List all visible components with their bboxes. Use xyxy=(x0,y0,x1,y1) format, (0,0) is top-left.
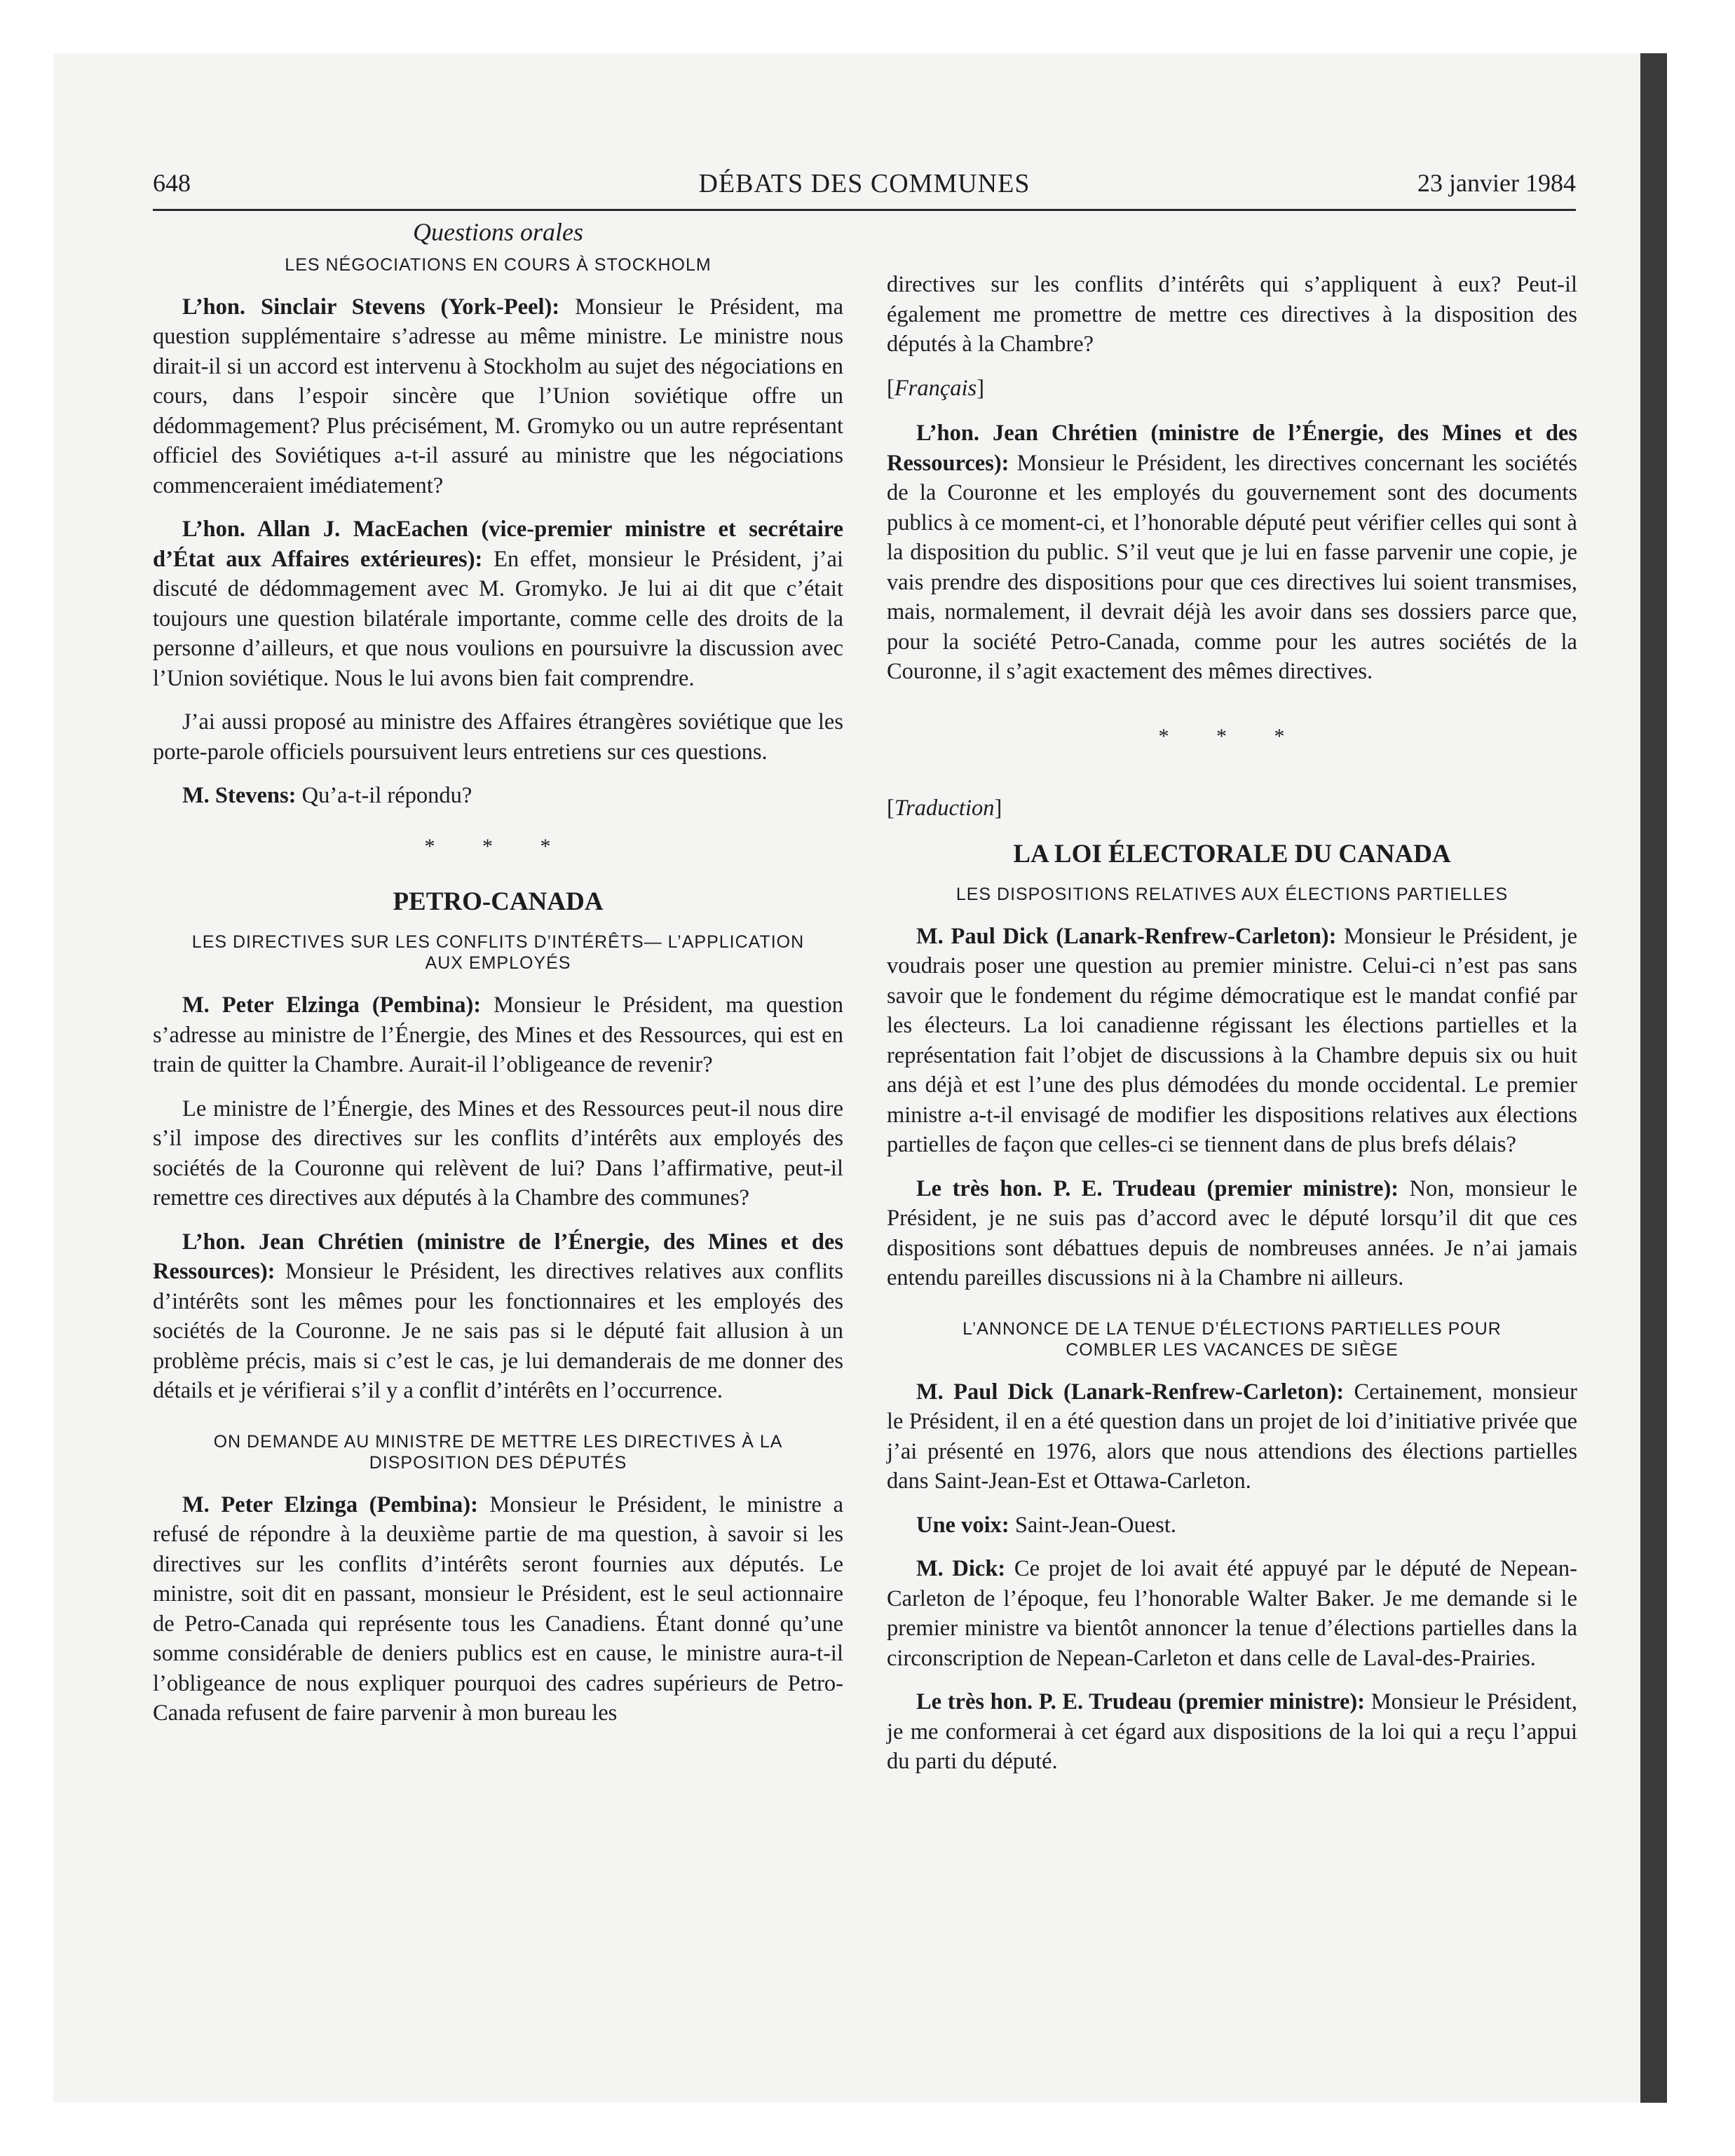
section-separator: * * * xyxy=(424,834,572,858)
paragraph: L’hon. Sinclair Stevens (York-Peel): Monsieur le Président, ma question supplémentaire s’adresse au même ministre. Le ministre nous dirait-il si un accord est intervenu à Stockholm au sujet des négociations en cours, dans l’espoir sincère que l’Union soviétique offre un dédommagement? Plus précisément, M. Gromyko ou un autre représentant officiel des Soviétiques a-t-il assuré au ministre que les négociations commenceraient imédiatement? xyxy=(153,294,844,498)
paragraph: J’ai aussi proposé au ministre des Affaires étrangères soviétique que les porte-parole officiels poursuivent leurs entretiens sur ces questions. xyxy=(153,709,843,765)
section-separator: * * * xyxy=(1158,724,1306,748)
section-title: Questions orales xyxy=(413,218,583,246)
page-number: 648 xyxy=(153,169,191,197)
paragraph: Le ministre de l’Énergie, des Mines et des Ressources peut-il nous dire s’il impose des directives sur les conflits d’intérêts aux employés des sociétés de la Couronne qui relèvent de lui? Dans l’affirmative, peut-il remettre ces directives aux députés à la Chambre des communes? xyxy=(153,1096,843,1210)
speaker: M. Peter Elzinga (Pembina): xyxy=(182,992,482,1018)
journal-title: DÉBATS DES COMMUNES xyxy=(698,169,1030,198)
subheading-conflits: LES DIRECTIVES SUR LES CONFLITS D’INTÉRÊTS— L’APPLICATION AUX EMPLOYÉS xyxy=(191,932,805,973)
language-marker: [Traduction] xyxy=(887,796,1002,821)
paragraph: L’hon. Jean Chrétien (ministre de l’Énergie, des Mines et des Ressources): Monsieur le Président, les directives concernant les sociétés de la Couronne et les employés du gouvernement sont des documents publics à ce moment-ci, et l’honorable député peut vérifier celles qui sont à la disposition du public. S’il veut que je lui en fasse parvenir une copie, je vais prendre des dispositions pour que ces directives lui soient transmises, mais, normalement, il devrait déjà les avoir dans ses dossiers parce que, pour la société Petro-Canada, comme pour les autres sociétés de la Couronne, il s’agit exactement des mêmes directives. xyxy=(887,421,1577,684)
paragraph: Une voix: Saint-Jean-Ouest. xyxy=(916,1512,1176,1538)
subheading-stockholm: LES NÉGOCIATIONS EN COURS À STOCKHOLM xyxy=(285,254,712,275)
language-marker: [Français] xyxy=(887,375,985,401)
speaker: L’hon. Allan J. MacEachen (vice-premier ministre et secrétaire d’État aux Affaires extérieures): xyxy=(153,517,843,572)
speaker: L’hon. Sinclair Stevens (York-Peel): xyxy=(182,294,560,320)
scan-edge-bar xyxy=(1640,53,1667,2103)
paragraph: Le très hon. P. E. Trudeau (premier ministre): Monsieur le Président, je me conformerai à cet égard aux dispositions de la loi qui a reçu l’appui du parti du député. xyxy=(887,1689,1578,1774)
speaker: Le très hon. P. E. Trudeau (premier ministre): xyxy=(916,1175,1399,1201)
subheading-disposition: ON DEMANDE AU MINISTRE DE METTRE LES DIRECTIVES À LA DISPOSITION DES DÉPUTÉS xyxy=(213,1431,783,1473)
issue-date: 23 janvier 1984 xyxy=(1417,169,1576,197)
paragraph: M. Paul Dick (Lanark-Renfrew-Carleton): Certainement, monsieur le Président, il en a été question dans un projet de loi d’initiative privée que j’ai présenté en 1976, alors que nous attendions des élections partielles dans Saint-Jean-Est et Ottawa-Carleton. xyxy=(887,1379,1577,1494)
paragraph: Le très hon. P. E. Trudeau (premier ministre): Non, monsieur le Président, je ne suis pas d’accord avec le député lorsqu’il dit que ces dispositions sont débattues depuis de nombreuses années. Je n’ai jamais entendu pareilles discussions ni à la Chambre ni ailleurs. xyxy=(887,1175,1578,1290)
speaker: M. Paul Dick (Lanark-Renfrew-Carleton): xyxy=(916,1379,1345,1405)
paragraph: M. Peter Elzinga (Pembina): Monsieur le Président, ma question s’adresse au ministre de l’Énergie, des Mines et des Ressources, qui est en train de quitter la Chambre. Aurait-il l’obligeance de revenir? xyxy=(153,992,843,1077)
speaker: M. Stevens: xyxy=(182,783,297,808)
speaker: M. Paul Dick (Lanark-Renfrew-Carleton): xyxy=(916,923,1337,949)
paragraph: directives sur les conflits d’intérêts qui s’appliquent à eux? Peut-il également me promettre de mettre ces directives à la disposition des députés à la Chambre? xyxy=(887,272,1577,357)
paragraph: M. Peter Elzinga (Pembina): Monsieur le Président, le ministre a refusé de répondre à la deuxième partie de ma question, à savoir si les directives sur les conflits d’intérêts seront fournies aux députés. Le ministre, soit dit en passant, monsieur le Président, est le seul actionnaire de Petro-Canada qui représente tous les Canadiens. Étant donné qu’une somme considérable de deniers publics est en cause, le ministre aura-t-il l’obligeance de nous expliquer pourquoi des cadres supérieurs de Petro-Canada refusent de faire parvenir à mon bureau les xyxy=(153,1492,843,1726)
speaker: M. Dick: xyxy=(916,1556,1006,1581)
subheading-elections-partielles: LES DISPOSITIONS RELATIVES AUX ÉLECTIONS PARTIELLES xyxy=(955,884,1509,904)
paragraph: M. Stevens: Qu’a-t-il répondu? xyxy=(182,783,472,808)
heading-petro-canada: PETRO-CANADA xyxy=(393,887,604,916)
speaker: L’hon. Jean Chrétien (ministre de l’Énergie, des Mines et des Ressources): xyxy=(153,1229,843,1284)
speaker: M. Peter Elzinga (Pembina): xyxy=(182,1492,478,1517)
paragraph: L’hon. Jean Chrétien (ministre de l’Énergie, des Mines et des Ressources): Monsieur le Président, les directives relatives aux conflits d’intérêts sont les mêmes pour les fonctionnaires et les employés des sociétés de la Couronne. Je ne sais pas si le député fait allusion à un problème précis, mais si c’est le cas, je lui demanderais de me donner des détails et je vérifierai s’il y a conflit d’intérêts en l’occurrence. xyxy=(153,1229,843,1403)
paragraph: L’hon. Allan J. MacEachen (vice-premier ministre et secrétaire d’État aux Affaires extérieures): En effet, monsieur le Président, j’ai discuté de dédommagement avec M. Gromyko. Je lui ai dit que c’était toujours une question bilatérale importante, comme celle des droits de la personne d’ailleurs, et que nous voulions en poursuivre la discussion avec l’Union soviétique. Nous le lui avons bien fait comprendre. xyxy=(153,517,843,691)
heading-loi-electorale: LA LOI ÉLECTORALE DU CANADA xyxy=(1013,839,1451,868)
left-column xyxy=(153,217,843,1742)
paragraph: M. Dick: Ce projet de loi avait été appuyé par le député de Nepean-Carleton de l’époque, feu l’honorable Walter Baker. Je me demande si le premier ministre va bientôt annoncer la tenue d’élections partielles dans la circonscription de Nepean-Carleton et dans celle de Laval-des-Prairies. xyxy=(887,1556,1578,1671)
speaker: L’hon. Jean Chrétien (ministre de l’Énergie, des Mines et des Ressources): xyxy=(887,421,1577,476)
subheading-annonce: L’ANNONCE DE LA TENUE D’ÉLECTIONS PARTIELLES POUR COMBLER LES VACANCES DE SIÈGE xyxy=(962,1318,1502,1360)
right-column xyxy=(887,270,1577,1791)
speaker: Le très hon. P. E. Trudeau (premier ministre): xyxy=(916,1689,1366,1714)
speaker: Une voix: xyxy=(916,1512,1009,1538)
page-header xyxy=(153,168,1576,211)
paragraph: M. Paul Dick (Lanark-Renfrew-Carleton): Monsieur le Président, je voudrais poser une question au premier ministre. Celui-ci n’est pas sans savoir que le fondement du régime démocratique est le mandat confié par les électeurs. La loi canadienne régissant les élections partielles et la représentation fait l’objet de discussions à la Chambre depuis six ou huit ans déjà et est l’une des plus démodées du monde occidental. Le premier ministre a-t-il envisagé de modifier les dispositions relatives aux élections partielles de façon que celles-ci se tiennent dans de plus brefs délais? xyxy=(887,923,1578,1157)
